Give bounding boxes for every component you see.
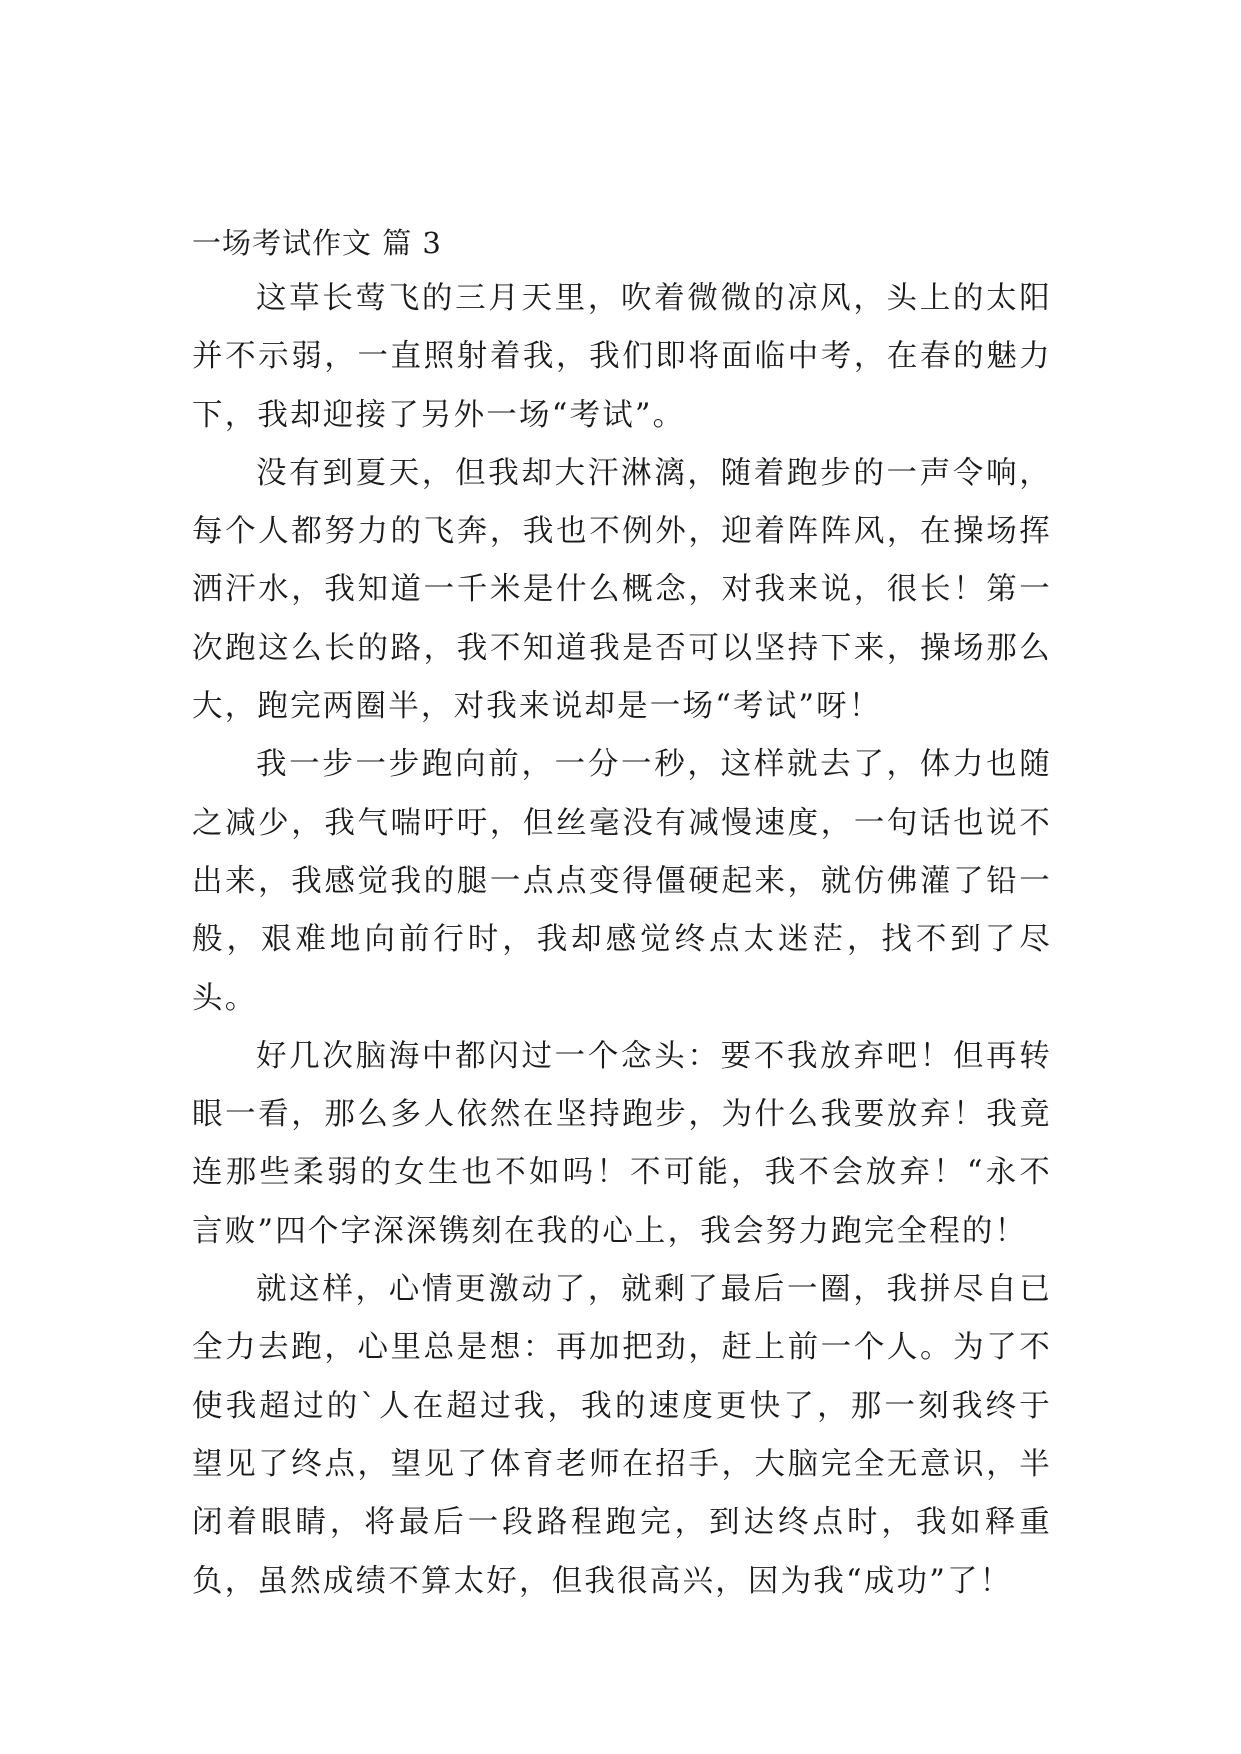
paragraph-2: 没有到夏天，但我却大汗淋漓，随着跑步的一声令响，每个人都努力的飞奔，我也不例外，迎着阵阵风，在操场挥洒汗水，我知道一千米是什么概念，对我来说，很长！第一次跑这么长的路，我不知道我是否可以坚持下来，操场那么大，跑完两圈半，对我来说却是一场“考试”呀！: [192, 455, 1052, 725]
paragraph-4: 好几次脑海中都闪过一个念头：要不我放弃吧！但再转眼一看，那么多人依然在坚持跑步，为什么我要放弃！我竟连那些柔弱的女生也不如吗！不可能，我不会放弃！“永不言败”四个字深深镌刻在我的心上，我会努力跑完全程的！: [192, 1038, 1052, 1249]
article-title: 一场考试作文 篇 3: [192, 226, 442, 260]
paragraph-5: 就这样，心情更激动了，就剩了最后一圈，我拼尽自已全力去跑，心里总是想：再加把劲，赶上前一个人。为了不使我超过的`人在超过我，我的速度更快了，那一刻我终于望见了终点，望见了体育老师在招手，大脑完全无意识，半闭着眼睛，将最后一段路程跑完，到达终点时，我如释重负，虽然成绩不算太好，但我很高兴，因为我“成功”了！: [192, 1272, 1052, 1599]
article-body: [192, 222, 1052, 1611]
paragraph-1: 这草长莺飞的三月天里，吹着微微的凉风，头上的太阳并不示弱，一直照射着我，我们即将面临中考，在春的魅力下，我却迎接了另外一场“考试”。: [192, 281, 1052, 433]
paragraph-3: 我一步一步跑向前，一分一秒，这样就去了，体力也随之减少，我气喘吁吁，但丝毫没有减慢速度，一句话也说不出来，我感觉我的腿一点点变得僵硬起来，就仿佛灌了铅一般，艰难地向前行时，我却感觉终点太迷茫，找不到了尽头。: [192, 747, 1052, 1016]
